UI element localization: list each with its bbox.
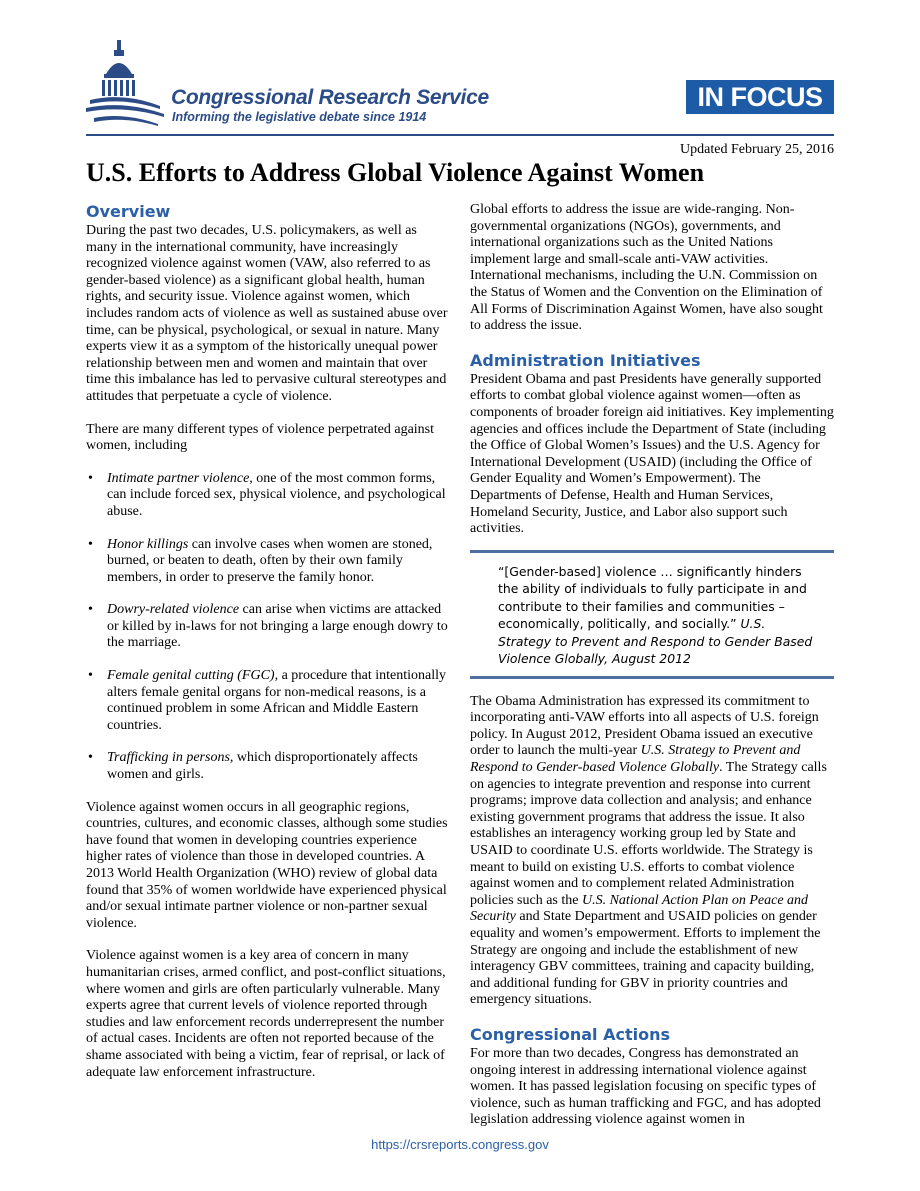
violence-types-list: [86, 471, 448, 784]
page-header: [0, 0, 920, 140]
humanitarian-paragraph: Violence against women is a key area of concern in many humanitarian crises, armed conflict, and post-conflict situations, where women and girls are often particularly vulnerable. Many experts agree that current levels of violence reported through studies and law enforcement records underrepresent the number of actual cases. Incidents are often not reported because of the shame associated with being a victim, fear of reprisal, or lack of adequate law enforcement infrastructure.: [86, 948, 446, 1080]
org-name: Congressional Research Service: [171, 86, 489, 109]
administration-heading: Administration Initiatives: [470, 350, 701, 370]
prevalence-paragraph: Violence against women occurs in all geographic regions, countries, cultures, and economic classes, although some studies have found that women in developing countries experience higher rates of violence than those in developed countries. A 2013 World Health Organization (WHO) review of global data found that 35% of women worldwide have experienced physical and/or sexual intimate partner violence or non-partner sexual violence.: [86, 799, 448, 931]
list-item: • Dowry-related violence can arise when victims are attacked or killed by in-laws for not bringing a large enough dowry to the marriage.: [88, 602, 448, 651]
capitol-dome-icon: [84, 40, 166, 130]
quote-text: “[Gender-based] violence … significantly hinders the ability of individuals to fully participate in and contribute to their families and communities – economically, politically, and socially.”: [498, 563, 807, 632]
administration-paragraph: President Obama and past Presidents have generally supported efforts to combat global violence against women—often as components of broader foreign aid initiatives. Key implementing agencies and offices include the Department of State (including the Office of Global Women’s Issues) and the U.S. Agency for International Development (USAID) (including the Office of Gender Equality and Women’s Empowerment). The Departments of Defense, Health and Human Services, Homeland Security, Justice, and Labor also support such activities.: [470, 371, 834, 537]
header-divider: [86, 134, 834, 136]
overview-paragraph: During the past two decades, U.S. policymakers, as well as many in the international community, have increasingly recognized violence against women (VAW, also referred to as gender-based violence) as a significant global health, human rights, and security issue. Violence against women, which includes random acts of violence as well as sustained abuse over time, can be physical, psychological, or sexual in nature. Many experts view it as a symptom of the historically unequal power relationship between men and women and maintain that over time this imbalance has led to pervasive cultural stereotypes and attitudes that perpetuate a cycle of violence.: [86, 223, 448, 404]
global-efforts-paragraph: Global efforts to address the issue are wide-ranging. Non-governmental organizations (NGOs), governments, and international organizations such as the United Nations implement large and small-scale anti-VAW activities. International mechanisms, including the U.N. Commission on the Status of Women and the Convention on the Elimination of All Forms of Discrimination Against Women, have also sought to address the issue.: [470, 202, 823, 334]
bullet-icon: •: [88, 602, 93, 618]
org-tagline: Informing the legislative debate since 1914: [172, 110, 427, 124]
left-column: [86, 202, 448, 1097]
quote-source: U.S. Strategy to Prevent and Respond to Gender Based Violence Globally, August 2012: [498, 616, 813, 667]
right-column: [470, 202, 834, 1145]
bullet-icon: •: [88, 536, 93, 552]
pull-quote: [470, 550, 834, 679]
list-item: • Honor killings can involve cases when women are stoned, burned, or beaten to death, often by their own family members, in order to preserve the family honor.: [88, 536, 433, 585]
footer-link[interactable]: https://crsreports.congress.gov: [371, 1137, 549, 1152]
bullet-icon: •: [88, 668, 93, 684]
in-focus-badge: IN FOCUS: [686, 80, 834, 114]
bullet-icon: •: [88, 470, 93, 486]
updated-date: Updated February 25, 2016: [680, 142, 834, 157]
overview-heading: Overview: [86, 202, 171, 221]
page-title: U.S. Efforts to Address Global Violence Against Women: [86, 158, 705, 187]
list-item: • Trafficking in persons, which disproportionately affects women and girls.: [88, 750, 418, 783]
bullet-icon: •: [88, 750, 93, 766]
list-item: • Intimate partner violence, one of the most common forms, can include forced sex, physical violence, and psychological abuse.: [88, 470, 446, 519]
strategy-paragraph: The Obama Administration has expressed its commitment to incorporating anti-VAW efforts into all aspects of U.S. foreign policy. In August 2012, President Obama issued an executive order to launch the multi-year U.S. Strategy to Prevent and Respond to Gender-based Violence Globally. The Strategy calls on agencies to integrate prevention and response into current programs; improve data collection and analysis; and enhance existing government programs that address the issue. It also establishes an interagency working group led by State and USAID to coordinate U.S. efforts worldwide. The Strategy is meant to build on existing U.S. efforts to combat violence against women and to complement related Administration policies such as the U.S. National Action Plan on Peace and Security and State Department and USAID policies on gender equality and women’s empowerment. Efforts to implement the Strategy are ongoing and include the establishment of new interagency GBV committees, training and capacity building, and additional funding for GBV in priority countries and emergency situations.: [470, 693, 827, 1008]
list-item: • Female genital cutting (FGC), a procedure that intentionally alters female genital organs for non-medical reasons, is a continued problem in some African and Middle Eastern countries.: [88, 668, 447, 733]
types-intro-paragraph: There are many different types of violence perpetrated against women, including: [86, 421, 435, 454]
congress-paragraph: For more than two decades, Congress has demonstrated an ongoing interest in addressing international violence against women. It has passed legislation focusing on specific types of violence, such as human trafficking and FGC, and has adopted legislation addressing violence against women in: [470, 1045, 821, 1128]
congress-heading: Congressional Actions: [470, 1024, 670, 1044]
